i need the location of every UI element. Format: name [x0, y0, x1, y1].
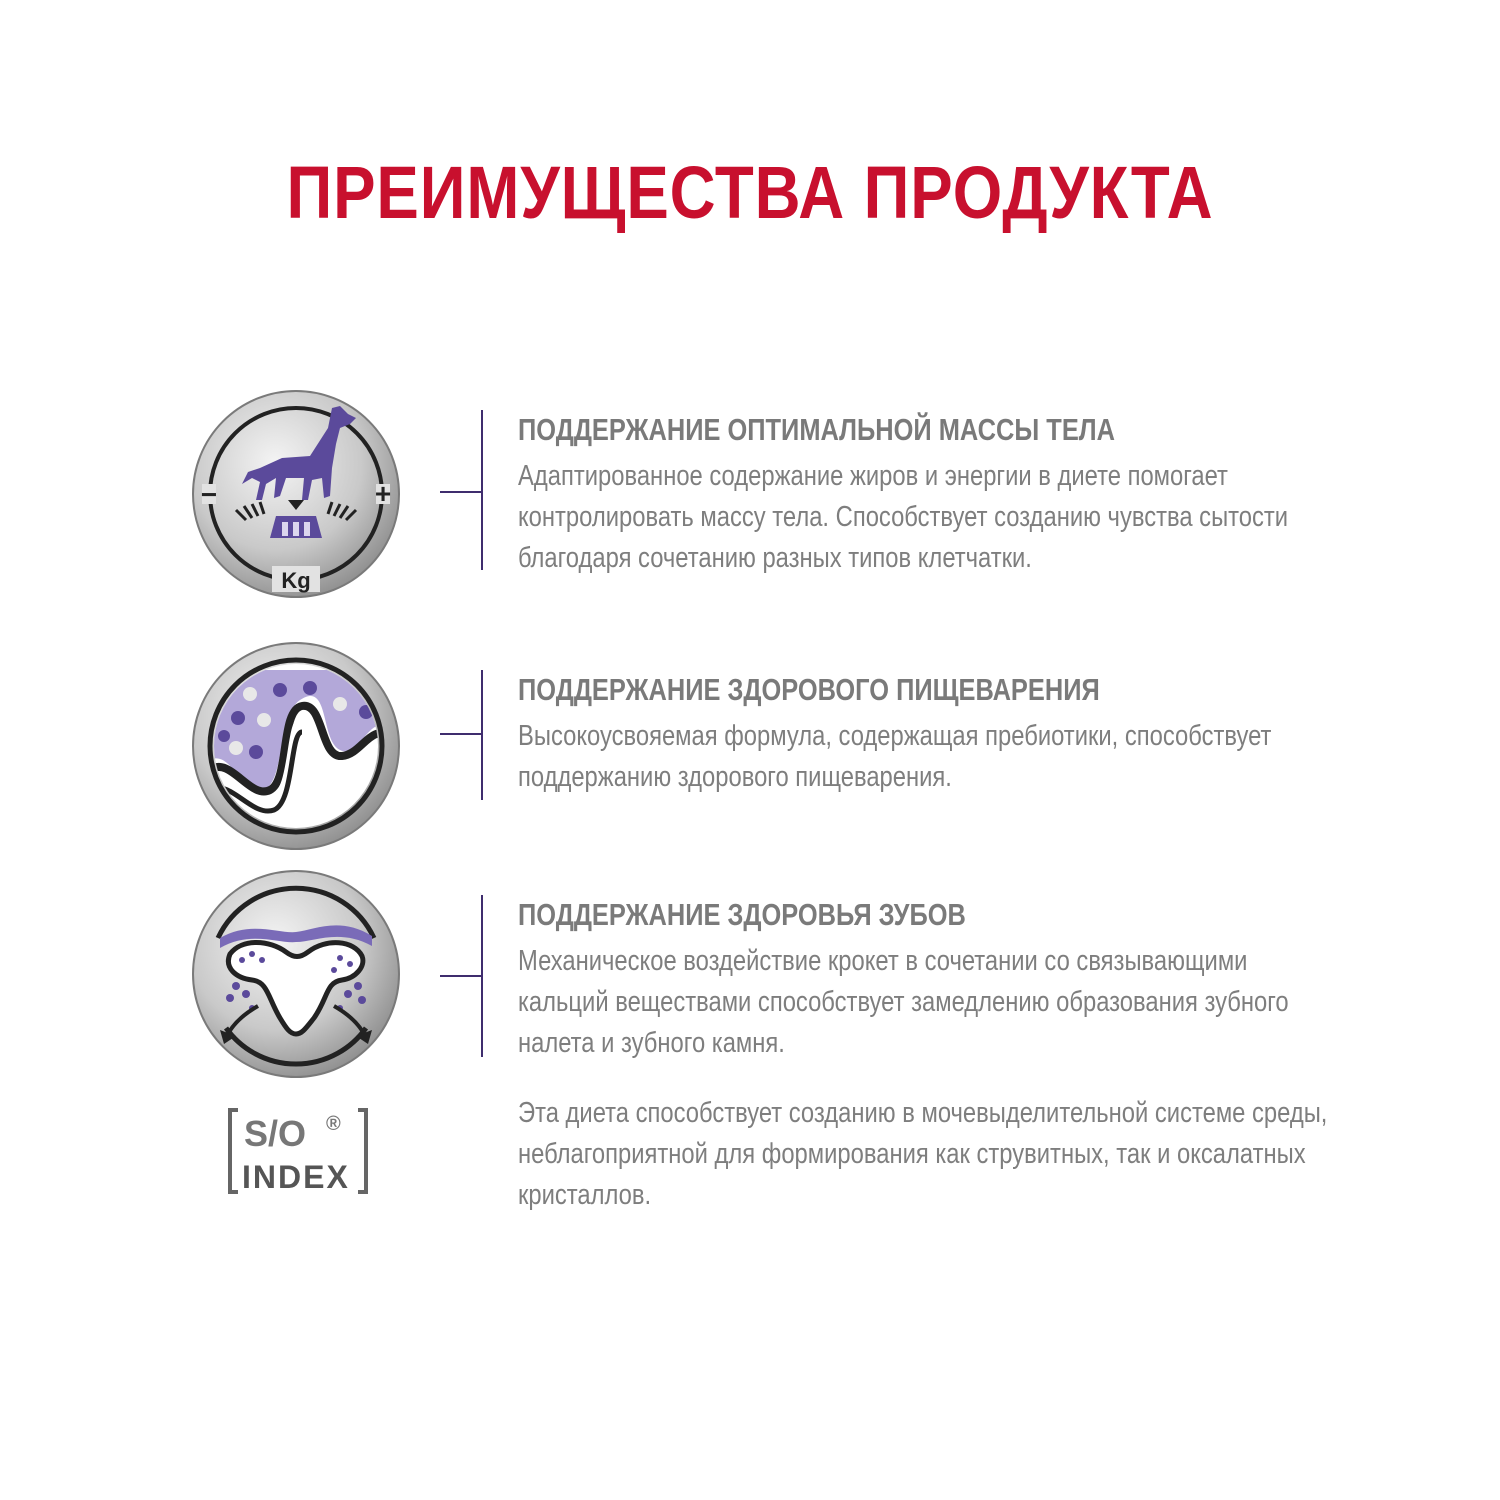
- feature-title: ПОДДЕРЖАНИЕ ОПТИМАЛЬНОЙ МАССЫ ТЕЛА: [518, 412, 1115, 447]
- so-index-note: [518, 1093, 1500, 1216]
- feature-weight: [518, 410, 1418, 579]
- minus-label: −: [200, 479, 218, 510]
- plus-label: +: [374, 478, 392, 509]
- feature-text: Механическое воздействие крокет в сочетании со связывающими кальций веществами способствует замедлению образования зубного налета и зубного камня.: [518, 945, 1289, 1059]
- digestion-intestine-icon: [190, 640, 402, 852]
- kg-label: Kg: [281, 568, 311, 593]
- divider-line: [481, 410, 483, 570]
- so-index-logo: [228, 1108, 368, 1194]
- connector-line: [440, 491, 482, 493]
- so-index-mark: ®: [326, 1113, 341, 1135]
- so-index-line1: S/O: [244, 1113, 307, 1154]
- dog-weight-scale-icon: [190, 388, 402, 600]
- so-index-line2: INDEX: [242, 1159, 350, 1194]
- feature-text: Адаптированное содержание жиров и энергии в диете помогает контролировать массу тела. Способствует созданию чувства сытости благодаря сочетанию разных типов клетчатки.: [518, 460, 1289, 574]
- tooth-cleaning-icon: [190, 868, 402, 1080]
- divider-line: [481, 670, 483, 800]
- page-title: ПРЕИМУЩЕСТВА ПРОДУКТА: [286, 151, 1214, 234]
- feature-title: ПОДДЕРЖАНИЕ ЗДОРОВОГО ПИЩЕВАРЕНИЯ: [518, 672, 1100, 707]
- connector-line: [440, 975, 482, 977]
- feature-dental: [518, 895, 1418, 1064]
- feature-text: Высокоусвояемая формула, содержащая пребиотики, способствует поддержанию здорового пищеварения.: [518, 720, 1272, 793]
- connector-line: [440, 733, 482, 735]
- divider-line: [481, 895, 483, 1057]
- feature-title: ПОДДЕРЖАНИЕ ЗДОРОВЬЯ ЗУБОВ: [518, 897, 966, 932]
- feature-digestion: [518, 670, 1418, 798]
- so-index-text: Эта диета способствует созданию в мочевыделительной системе среды, неблагоприятной для формирования как струвитных, так и оксалатных кристаллов.: [518, 1097, 1328, 1211]
